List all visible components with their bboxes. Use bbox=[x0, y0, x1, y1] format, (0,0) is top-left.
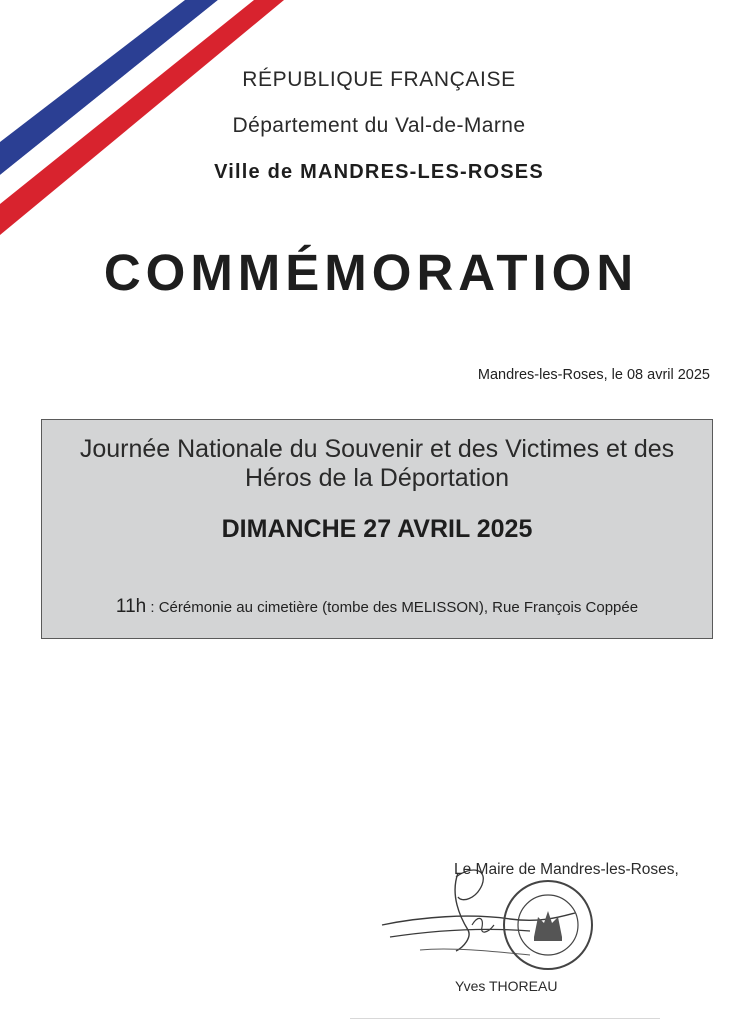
ceremony-description: : Cérémonie au cimetière (tombe des MELISSON), Rue François Coppée bbox=[146, 599, 639, 616]
event-title: Journée Nationale du Souvenir et des Victimes et des Héros de la Déportation bbox=[79, 435, 675, 492]
event-box bbox=[41, 419, 713, 639]
ville-heading: Ville de MANDRES-LES-ROSES bbox=[214, 161, 544, 183]
signature-block bbox=[360, 855, 700, 1005]
mayor-title: Le Maire de Mandres-les-Roses, bbox=[454, 861, 679, 878]
ceremony-line bbox=[42, 596, 712, 618]
official-stamp bbox=[500, 877, 596, 973]
place-date: Mandres-les-Roses, le 08 avril 2025 bbox=[477, 367, 710, 383]
event-date: DIMANCHE 27 AVRIL 2025 bbox=[221, 515, 533, 543]
republique-heading: RÉPUBLIQUE FRANÇAISE bbox=[242, 68, 516, 91]
ceremony-time: 11h bbox=[115, 596, 147, 617]
document-title: COMMÉMORATION bbox=[103, 244, 639, 301]
departement-heading: Département du Val-de-Marne bbox=[232, 114, 526, 137]
bottom-divider bbox=[350, 1018, 660, 1019]
mayor-name: Yves THOREAU bbox=[455, 978, 558, 994]
